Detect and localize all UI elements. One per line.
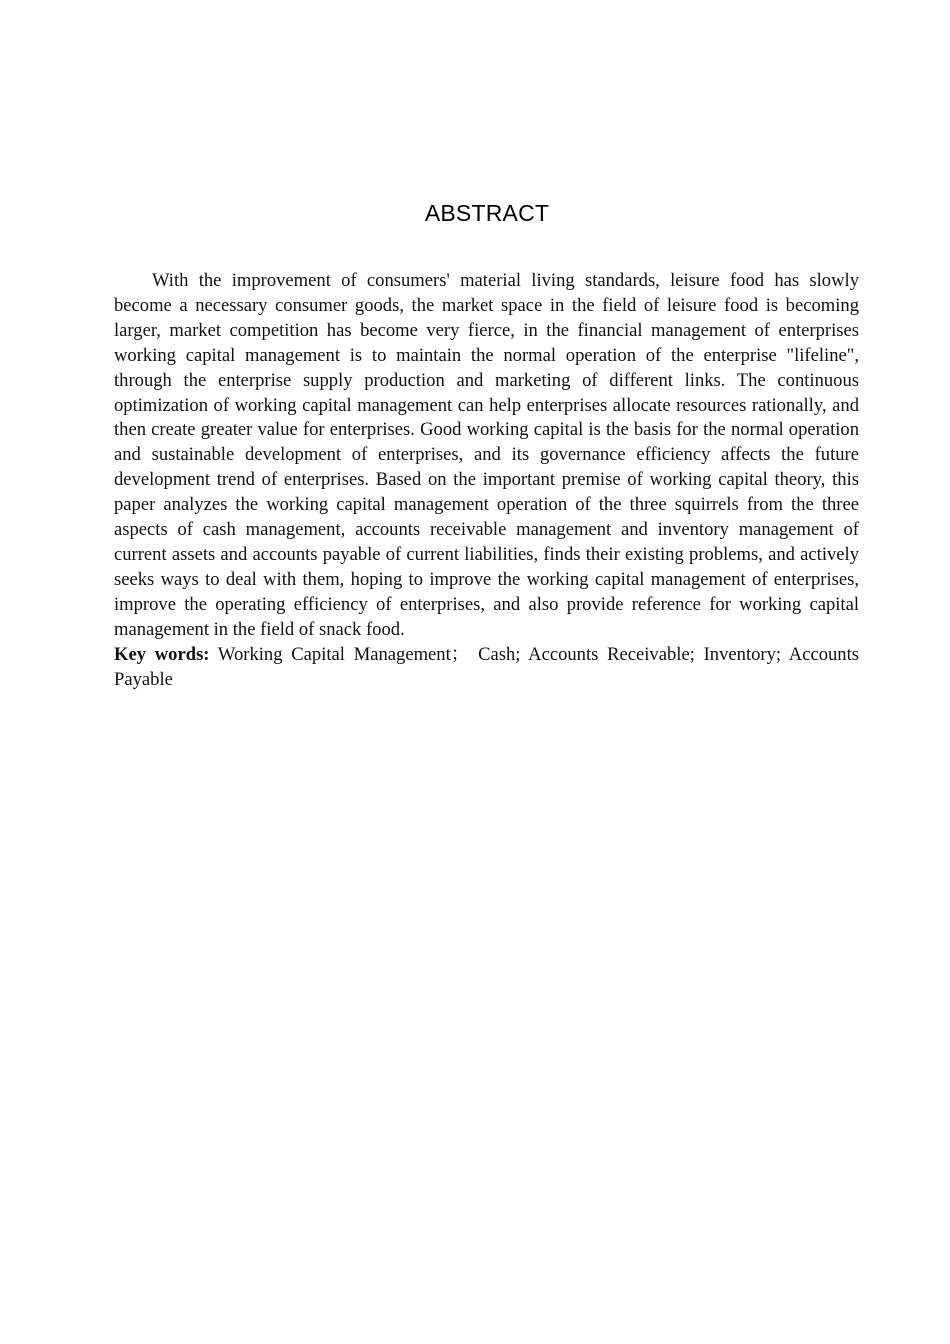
keywords-label: Key words: (114, 643, 210, 665)
keywords-text: Working Capital Management； Cash; Accounts Receivable; Inventory; Accounts Payable (114, 643, 859, 690)
abstract-title: ABSTRACT (424, 200, 550, 226)
keywords-line (114, 643, 859, 693)
abstract-paragraph: With the improvement of consumers' material living standards, leisure food has slowly become a necessary consumer goods, the market space in the field of leisure food is becoming larger, market competition has become very fierce, in the financial management of enterprises working capital management is to maintain the normal operation of the enterprise "lifeline", through the enterprise supply production and marketing of different links. The continuous optimization of working capital management can help enterprises allocate resources rationally, and then create greater value for enterprises. Good working capital is the basis for the normal operation and sustainable development of enterprises, and its governance efficiency affects the future development trend of enterprises. Based on the important premise of working capital theory, this paper analyzes the working capital management operation of the three squirrels from the three aspects of cash management, accounts receivable management and inventory management of current assets and accounts payable of current liabilities, finds their existing problems, and actively seeks ways to deal with them, hoping to improve the working capital management of enterprises, improve the operating efficiency of enterprises, and also provide reference for working capital management in the field of snack food. (114, 270, 859, 640)
abstract-body (114, 269, 859, 692)
